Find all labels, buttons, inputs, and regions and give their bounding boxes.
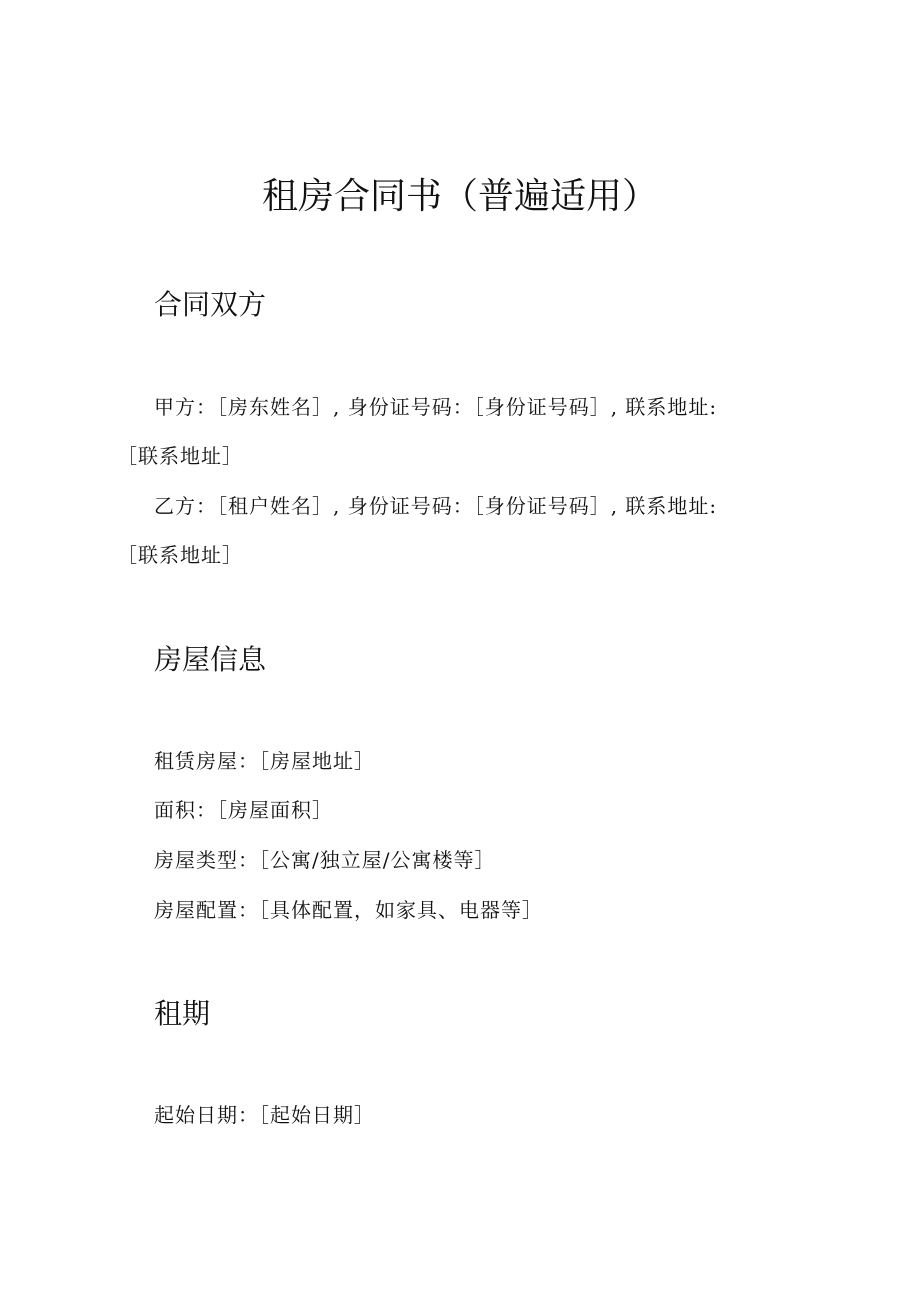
document-title: 租房合同书（普遍适用） [261, 176, 658, 217]
start-date-line: 起始日期：［起始日期］ [154, 1103, 375, 1127]
section-heading-parties: 合同双方 [154, 288, 267, 321]
section-heading-term: 租期 [154, 997, 211, 1030]
property-area-line: 面积：［房屋面积］ [154, 798, 333, 822]
party-a-paragraph: 甲方：［房东姓名］, 身份证号码：［身份证号码］, 联系地址:［联系地址］ [117, 395, 718, 468]
property-address-line: 租赁房屋：［房屋地址］ [154, 749, 375, 773]
party-b-paragraph: 乙方：［租户姓名］, 身份证号码：［身份证号码］, 联系地址:［联系地址］ [117, 494, 718, 567]
property-type-line: 房屋类型：［公寓/独立屋/公寓楼等］ [154, 848, 496, 872]
section-heading-property: 房屋信息 [154, 643, 267, 676]
property-config-line: 房屋配置：［具体配置，如家具、电器等］ [154, 898, 543, 922]
